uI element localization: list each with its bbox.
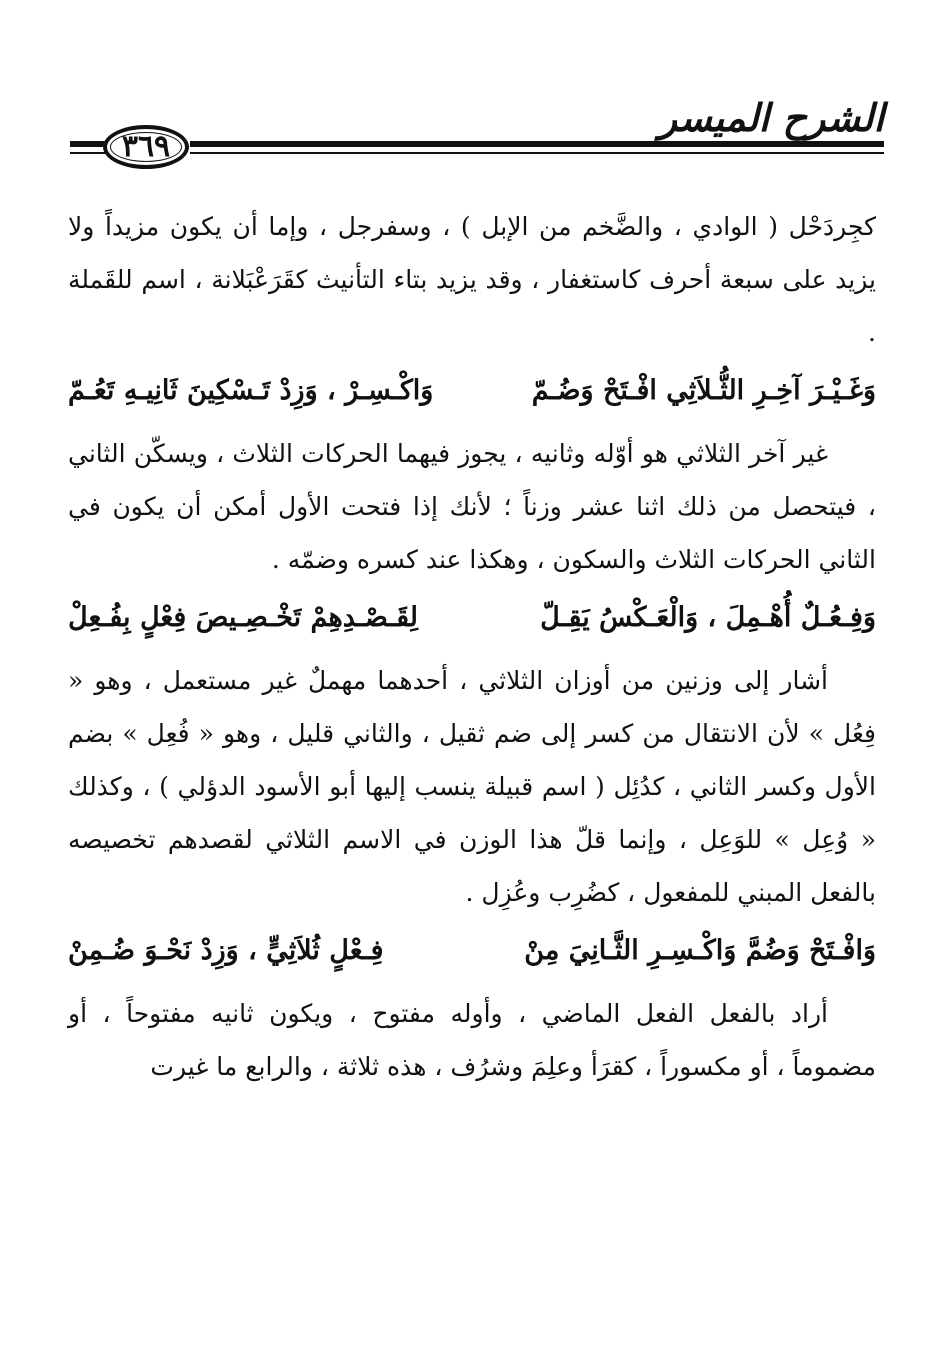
verse-3-first-hemistich: وَافْـتَحْ وَضُمَّ وَاكْـسِـرِ الثَّـانِيَ مِنْ [524,935,876,966]
verse-2-second-hemistich: لِقَـصْـدِهِمْ تَخْـصِـيصَ فِعْلٍ بِفُـعِلْ [68,602,419,633]
header-rule-thin [190,152,884,154]
page-number: ٣٦٩ [121,129,171,164]
paragraph-4: أراد بالفعل الفعل الماضي ، وأوله مفتوح ، ويكون ثانيه مفتوحاً ، أو مضموماً ، أو مكسوراً ، كقرَأ وعلِمَ وشرُف ، هذه ثلاثة ، والرابع ما غيرت [68,999,876,1081]
page-number-oval [103,125,189,169]
header-rule-thick [190,141,884,147]
header-rule-left-thin [70,152,108,154]
verse-1-first-hemistich: وَغَـيْـرَ آخِـرِ الثُّـلاَثِي افْـتَحْ وَضُـمّ [531,375,876,406]
page-header [0,0,944,200]
verse-1 [68,361,876,421]
page-body [68,200,876,1093]
verse-2-first-hemistich: وَفِـعُـلٌ أُهْـمِلَ ، وَالْعَـكْسُ يَقِـلّ [540,602,876,633]
paragraph-3: أشار إلى وزنين من أوزان الثلاثي ، أحدهما مهملٌ غير مستعمل ، وهو « فِعُل » لأن الانتقال من كسر إلى ضم ثقيل ، والثاني قليل ، وهو « فُعِل » بضم الأول وكسر الثاني ، كدُئِل ( اسم قبيلة ينسب إليها أبو الأسود الدؤلي ) ، وكذلك « وُعِل » للوَعِل ، وإنما قلّ هذا الوزن في الاسم الثلاثي لقصدهم تخصيصه بالفعل المبني للمفعول ، كضُرِب وعُزِل . [68,666,876,907]
running-title: الشرح الميسر [658,95,884,140]
verse-3 [68,921,876,981]
paragraph-1: كجِردَحْل ( الوادي ، والضَّخم من الإبل ) ، وسفرجل ، وإما أن يكون مزيداً ولا يزيد على سبعة أحرف كاستغفار ، وقد يزيد بتاء التأنيث كقَرَعْبَلانة ، اسم للقَملة . [68,212,876,347]
verse-2 [68,588,876,648]
verse-3-second-hemistich: فِـعْلٍ ثُلاَثِيٍّ ، وَزِدْ نَحْـوَ ضُـمِنْ [68,935,384,966]
paragraph-2: غير آخر الثلاثي هو أوّله وثانيه ، يجوز فيهما الحركات الثلاث ، ويسكّن الثاني ، فيتحصل من ذلك اثنا عشر وزناً ؛ لأنك إذا فتحت الأول أمكن أن يكون في الثاني الحركات الثلاث والسكون ، وهكذا عند كسره وضمّه . [68,439,876,574]
verse-1-second-hemistich: وَاكْـسِـرْ ، وَزِدْ تَـسْكِينَ ثَانِيـهِ تَعُـمّ [68,375,434,406]
